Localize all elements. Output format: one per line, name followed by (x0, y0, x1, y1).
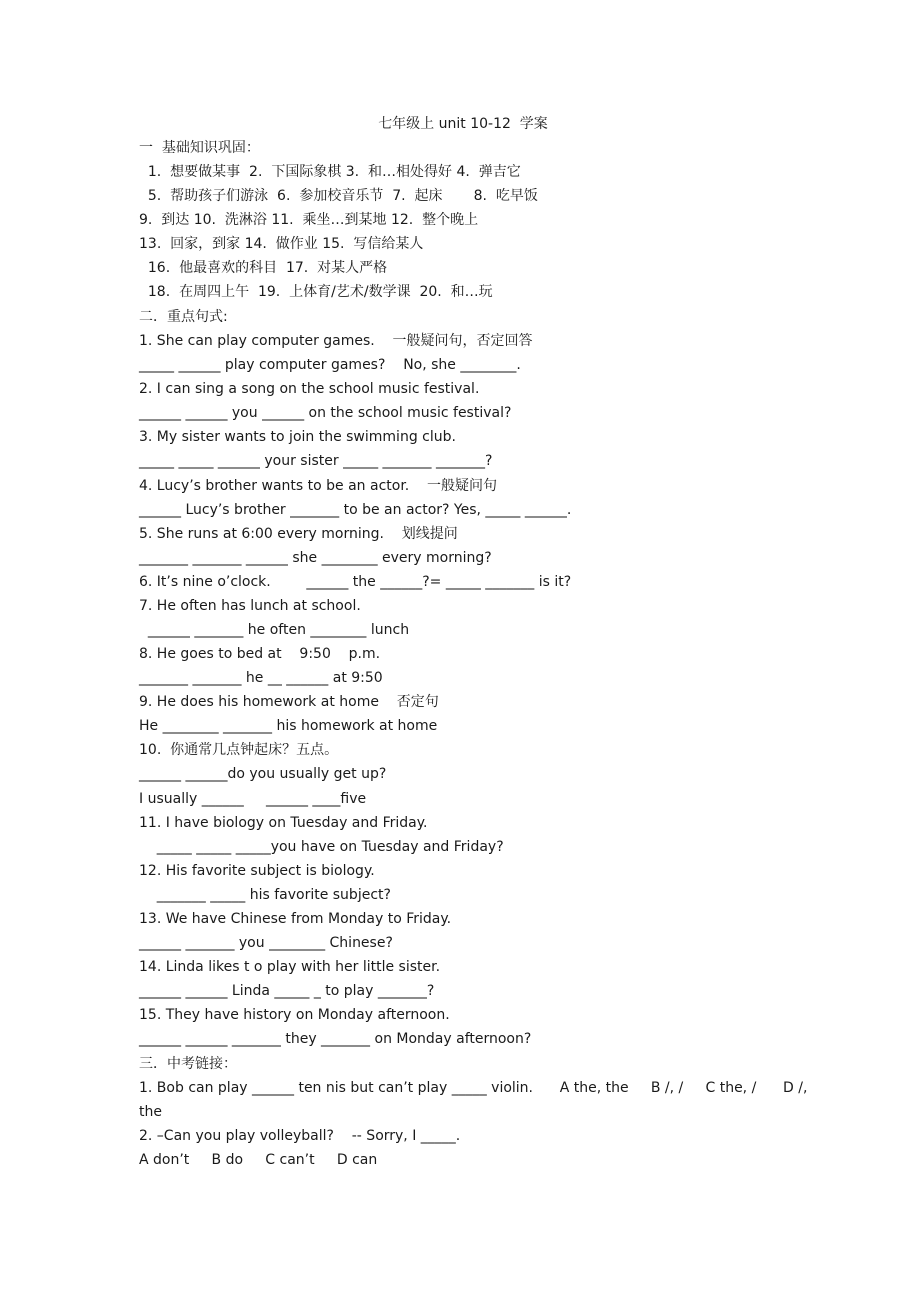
sentence-line: ______ ______do you usually get up? (139, 766, 387, 782)
sentence-line: _______ _______ he __ ______ at 9:50 (139, 670, 383, 686)
exam-question-line: 1. Bob can play ______ ten nis but can’t play _____ violin. A the, the B /, / C the, / D /, (139, 1080, 808, 1096)
sentence-line: ______ ______ you ______ on the school music festival? (139, 405, 512, 421)
sentence-line: 1. She can play computer games. 一般疑问句，否定回答 (139, 333, 533, 349)
sentence-line: I usually ______ ______ ____five (139, 791, 367, 807)
sentence-line: ______ _______ you ________ Chinese? (139, 935, 393, 951)
sentence-line: 8. He goes to bed at 9:50 p.m. (139, 646, 381, 662)
section-2-heading: 二．重点句式: (139, 309, 228, 325)
sentence-line: ______ Lucy’s brother _______ to be an actor? Yes, _____ ______. (139, 502, 572, 518)
sentence-line: 11. I have biology on Tuesday and Friday. (139, 815, 428, 831)
sentence-line: 6. It’s nine o’clock. ______ the ______?= _____ _______ is it? (139, 574, 572, 590)
sentence-line: _______ _____ his favorite subject? (139, 887, 391, 903)
sentence-line: _____ _____ ______ your sister _____ _______ _______? (139, 453, 493, 469)
sentence-line: He ________ _______ his homework at home (139, 718, 438, 734)
sentence-line: _____ _____ _____you have on Tuesday and Friday? (139, 839, 504, 855)
sentence-line: 13. We have Chinese from Monday to Friday. (139, 911, 452, 927)
sentence-line: ______ ______ _______ they _______ on Monday afternoon? (139, 1031, 532, 1047)
vocab-row: 18. 在周四上午 19. 上体育/艺术/数学课 20. 和…玩 (139, 284, 493, 300)
sentence-line: 4. Lucy’s brother wants to be an actor. 一般疑问句 (139, 478, 498, 494)
sentence-line: _______ _______ ______ she ________ every morning? (139, 550, 492, 566)
vocab-row: 5. 帮助孩子们游泳 6. 参加校音乐节 7. 起床 8. 吃早饭 (139, 188, 538, 204)
sentence-line: _____ ______ play computer games? No, she ________. (139, 357, 521, 373)
vocab-row: 1. 想要做某事 2. 下国际象棋 3. 和…相处得好 4. 弹吉它 (139, 164, 521, 180)
sentence-line: 15. They have history on Monday afternoon. (139, 1007, 450, 1023)
page-title: 七年级上 unit 10-12 学案 (378, 116, 548, 132)
sentence-line: 5. She runs at 6:00 every morning. 划线提问 (139, 526, 458, 542)
exam-question-line: A don’t B do C can’t D can (139, 1152, 378, 1168)
sentence-line: 3. My sister wants to join the swimming club. (139, 429, 456, 445)
sentence-line: 12. His favorite subject is biology. (139, 863, 375, 879)
sentence-line: ______ ______ Linda _____ _ to play _______? (139, 983, 435, 999)
sentence-line: ______ _______ he often ________ lunch (139, 622, 410, 638)
vocab-row: 16. 他最喜欢的科目 17. 对某人严格 (139, 260, 388, 276)
sentence-line: 9. He does his homework at home 否定句 (139, 694, 439, 710)
section-3-heading: 三．中考链接： (139, 1056, 237, 1072)
vocab-row: 13. 回家，到家 14. 做作业 15. 写信给某人 (139, 236, 424, 252)
section-1-heading: 一 基础知识巩固： (139, 140, 260, 156)
sentence-line: 7. He often has lunch at school. (139, 598, 361, 614)
exam-question-line: the (139, 1104, 162, 1120)
exam-question-line: 2. –Can you play volleyball? -- Sorry, I _____. (139, 1128, 461, 1144)
vocab-row: 9. 到达 10. 洗淋浴 11. 乘坐…到某地 12. 整个晚上 (139, 212, 479, 228)
sentence-line: 2. I can sing a song on the school music festival. (139, 381, 480, 397)
sentence-line: 14. Linda likes t o play with her little sister. (139, 959, 441, 975)
sentence-line: 10. 你通常几点钟起床？五点。 (139, 742, 339, 758)
